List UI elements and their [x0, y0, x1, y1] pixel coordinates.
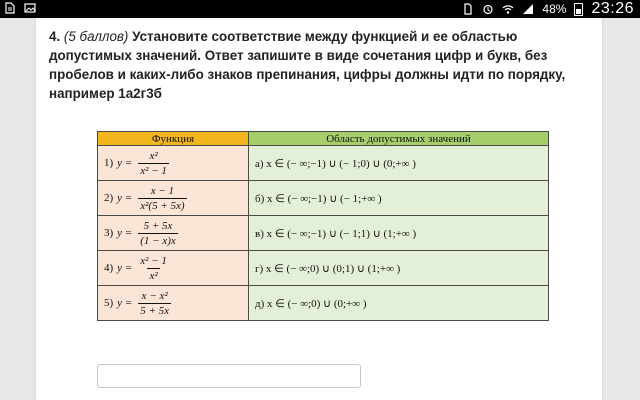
function-cell: [98, 146, 249, 181]
wifi-icon: [502, 3, 514, 15]
signal-icon: [522, 3, 534, 15]
domain-cell: г) x ∈ (− ∞;0) ∪ (0;1) ∪ (1;+∞ ): [249, 251, 549, 286]
fraction: [138, 219, 178, 248]
function-cell: [98, 286, 249, 321]
function-cell: [98, 216, 249, 251]
denominator: (1 − x)x: [140, 234, 176, 247]
sim-icon: [462, 3, 474, 15]
row-number: 2): [104, 192, 114, 204]
function-cell: [98, 181, 249, 216]
numerator: x − x²: [141, 289, 168, 302]
alarm-icon: [482, 3, 494, 15]
row-number: 3): [104, 227, 114, 239]
y-equals: y =: [117, 157, 133, 169]
function-cell: [98, 251, 249, 286]
row-number: 4): [104, 262, 114, 274]
domain-cell: д) x ∈ (− ∞;0) ∪ (0;+∞ ): [249, 286, 549, 321]
question-points: (5 баллов): [63, 29, 129, 44]
header-domain: Область допустимых значений: [249, 132, 549, 146]
y-equals: y =: [117, 262, 133, 274]
question-text: [49, 27, 589, 103]
table-row: [98, 216, 549, 251]
matching-table: [97, 131, 549, 321]
row-number: 1): [104, 157, 114, 169]
domain-cell: в) x ∈ (− ∞;−1) ∪ (− 1;1) ∪ (1;+∞ ): [249, 216, 549, 251]
fraction: [138, 149, 169, 178]
denominator: 5 + 5x: [140, 304, 170, 317]
table-row: [98, 286, 549, 321]
domain-cell: б) x ∈ (− ∞;−1) ∪ (− 1;+∞ ): [249, 181, 549, 216]
image-icon: [24, 2, 36, 14]
y-equals: y =: [117, 227, 133, 239]
numerator: 5 + 5x: [143, 219, 173, 232]
table-row: [98, 181, 549, 216]
table-row: [98, 146, 549, 181]
row-number: 5): [104, 297, 114, 309]
y-equals: y =: [117, 297, 133, 309]
battery-percent: 48%: [542, 2, 567, 16]
fraction: [138, 254, 169, 283]
y-equals: y =: [117, 192, 133, 204]
header-function: Функция: [98, 132, 249, 146]
question-number: 4.: [49, 29, 61, 44]
clock: 23:26: [591, 0, 634, 17]
numerator: x²: [149, 149, 158, 162]
domain-cell: а) x ∈ (− ∞;−1) ∪ (− 1;0) ∪ (0;+∞ ): [249, 146, 549, 181]
status-bar: [0, 0, 640, 18]
battery-icon: [574, 3, 583, 16]
document-icon: [4, 2, 16, 14]
table-row: [98, 251, 549, 286]
question-body: Установите соответствие между функцией и ее областью допустимых значений. Ответ запишите в виде сочетания цифр и букв, без пробелов и каких-либо знаков препинания, цифры должны идти по порядку, например 1а2г3б: [49, 29, 566, 101]
status-right: [462, 0, 634, 18]
fraction: [138, 289, 171, 318]
answer-input[interactable]: [97, 364, 361, 388]
denominator: x²: [149, 269, 158, 282]
fraction: [138, 184, 186, 213]
denominator: x² − 1: [140, 164, 167, 177]
numerator: x − 1: [150, 184, 175, 197]
status-left-icons: [4, 2, 36, 14]
numerator: x² − 1: [140, 254, 167, 267]
denominator: x²(5 + 5x): [140, 199, 185, 212]
